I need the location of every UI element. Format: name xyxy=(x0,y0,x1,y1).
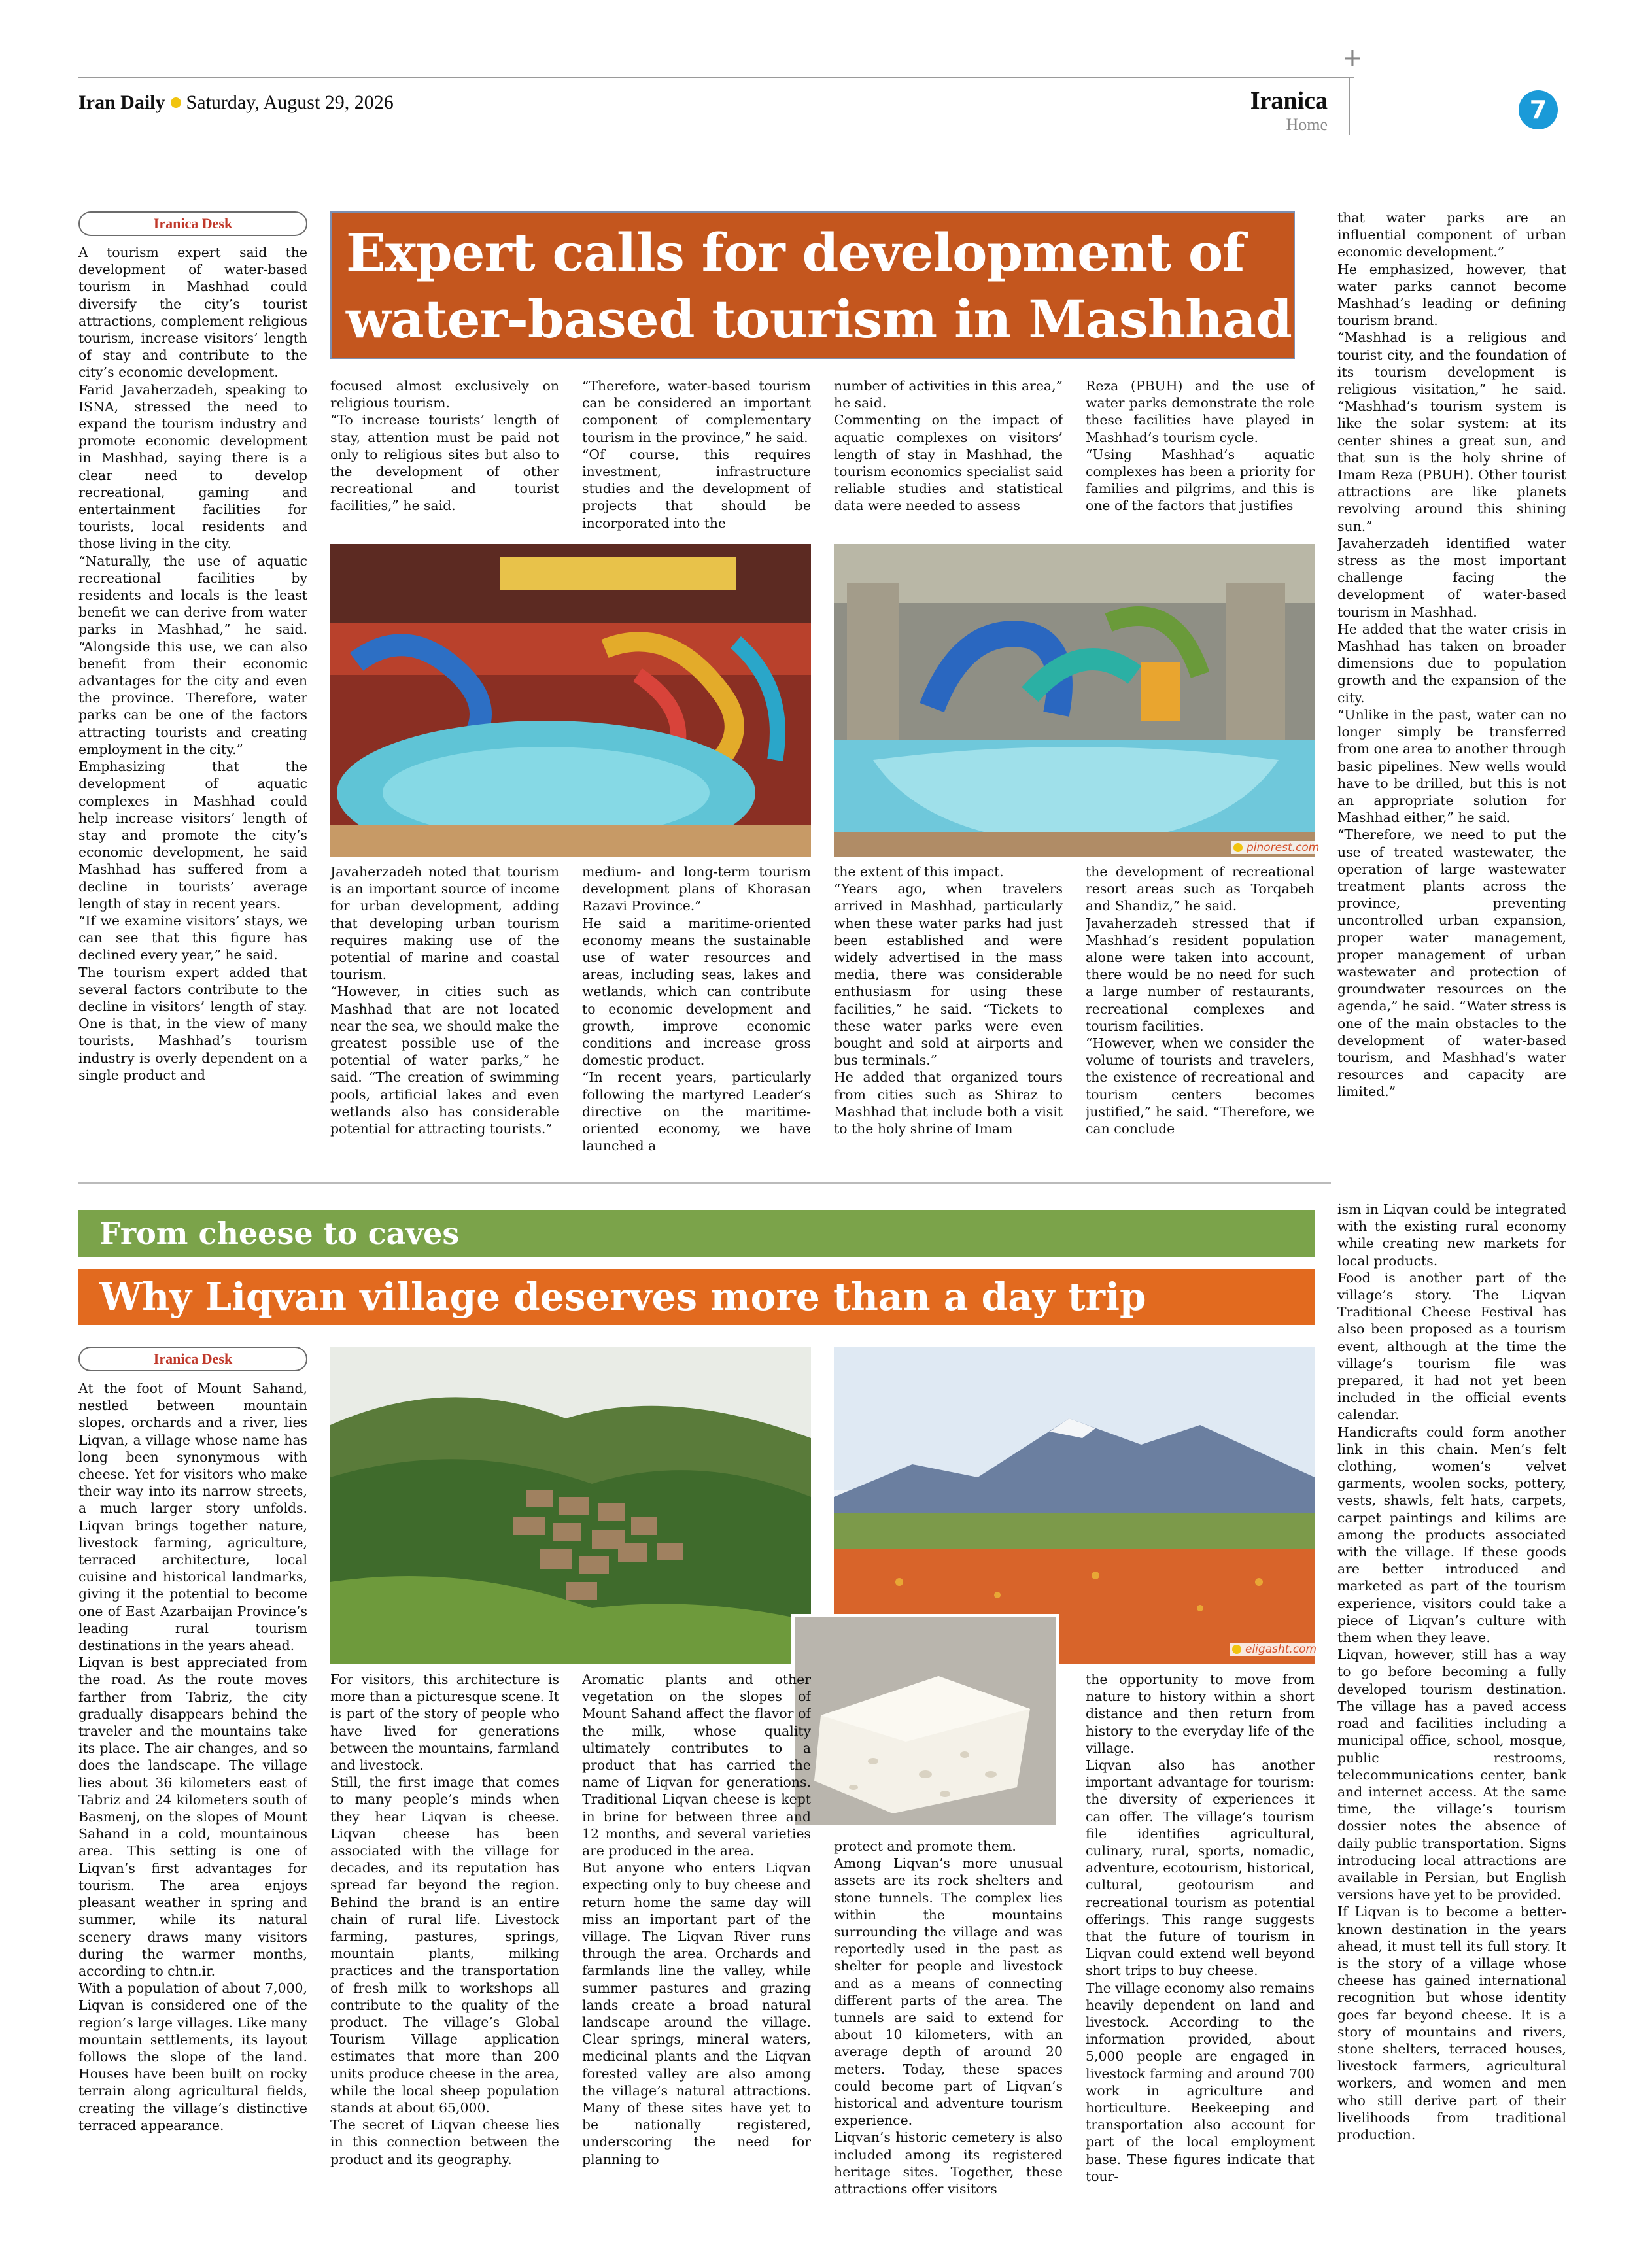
article1-col4-bottom xyxy=(834,863,1063,1167)
headline-line1: Expert calls for development of xyxy=(346,222,1245,283)
photo-credit-1: pinorest.com xyxy=(1231,841,1322,854)
kicker-banner xyxy=(78,1210,1315,1257)
paragraph: Emphasizing that the development of aquatic complexes in Mashhad could help increase visitors’ length of stay and promote the city’s economic development, he said Mashhad has suffered from a decline in tourists’ average length of stay in recent years. xyxy=(78,759,307,912)
paragraph: For visitors, this architecture is more than a picturesque scene. It is part of the story of people who have lived for generations between the mountains, farmland and livestock. xyxy=(330,1672,559,1774)
paragraph: Commenting on the impact of aquatic complexes on visitors’ length of stay in Mashhad, the tourism economics specialist said reliable studies and statistical data were needed to assess xyxy=(834,412,1063,514)
credit-dot-icon-2 xyxy=(1232,1645,1241,1654)
liqvan-cheese-photo xyxy=(791,1614,1059,1829)
water-park-photo-1 xyxy=(330,544,811,857)
paragraph: The tourism expert added that several factors contribute to the decline in visitors’ length of stay. One is that, in the view of many tourists, Mashhad’s tourism industry is overly dependent on a single product and xyxy=(78,964,307,1083)
paragraph: Handicrafts could form another link in this chain. Men’s felt clothing, women’s velvet garments, woolen socks, pottery, vests, shawls, felt hats, carpets, carpet paintings and kilims are among the products associated with the village. If these goods are better introduced and marketed as part of the tourism experience, visitors could take a piece of Liqvan’s culture with them when they leave. xyxy=(1337,1424,1566,1646)
desk-label-2: Iranica Desk xyxy=(78,1347,307,1371)
section-name: Iranica xyxy=(1250,87,1328,114)
separator-dot-icon xyxy=(171,97,181,108)
plus-mark: + xyxy=(1342,43,1363,72)
paragraph: that water parks are an influential component of urban economic development.” xyxy=(1337,210,1566,260)
article1-col1 xyxy=(78,244,307,1167)
paragraph: At the foot of Mount Sahand, nestled between mountain slopes, orchards and a river, lies Liqvan, a village whose name has long been synonymous with cheese. Yet for visitors who make their way into its narrow streets, a much larger story unfolds. Liqvan brings together nature, livestock farming, agriculture, terraced architecture, local cuisine and historical landmarks, giving it the potential to become one of East Azarbaijan Province’s leading rural tourism destinations in the years ahead. xyxy=(78,1381,307,1654)
header-top-rule xyxy=(78,77,1354,78)
article1-col3-bottom xyxy=(582,863,811,1167)
paragraph: the development of recreational resort areas such as Torqabeh and Shandiz,” he said. xyxy=(1086,864,1315,914)
paragraph: focused almost exclusively on religious tourism. xyxy=(330,378,559,411)
paragraph: number of activities in this area,” he said. xyxy=(834,378,1063,411)
paragraph: “Mashhad is a religious and tourist city, and the foundation of its tourism development is religious visitation,” he said. “Mashhad’s tourism system is like the solar system: at its center shines a great sun, and that sun is the holy shrine of Imam Reza (PBUH). Other tourist attractions are like planets revolving around this shining sun.” xyxy=(1337,330,1566,534)
article1-col5-bottom xyxy=(1086,863,1315,1167)
article-separator xyxy=(78,1182,1331,1184)
paragraph: A tourism expert said the development of water-based tourism in Mashhad could diversify the city’s tourist attractions, complement religious tourism, increase visitors’ length of stay and contribute to the city’s economic development. xyxy=(78,245,307,381)
article2-col3 xyxy=(582,1671,811,2205)
paragraph: “Using Mashhad’s aquatic complexes has been a priority for families and pilgrims, and this is one of the factors that justifies xyxy=(1086,446,1315,514)
paragraph: The village economy also remains heavily dependent on land and livestock. According to the information provided, about 5,000 people are engaged in livestock farming and around 700 work in agriculture and horticulture. Beekeeping and transportation also account for part of the local employment base. These figures indicate that tour- xyxy=(1086,1980,1315,2184)
paragraph: Still, the first image that comes to many people’s minds when they hear Liqvan is cheese. Liqvan cheese has been associated with the village for decades, and its reputation has spread far beyond the region. Behind the brand is an entire chain of rural life. Livestock farming, pastures, springs, mountain plants, milking practices and the transportation of fresh milk to workshops all contribute to the quality of the product. The village’s Global Tourism Village application estimates that more than 200 units produce cheese in the area, while the local sheep population stands at about 65,000. xyxy=(330,1774,559,2116)
credit-dot-icon xyxy=(1233,843,1243,852)
water-park-photo-2 xyxy=(834,544,1315,857)
paragraph: medium- and long-term tourism development plans of Khorasan Razavi Province.” xyxy=(582,864,811,914)
paragraph: Liqvan’s historic cemetery is also included among its registered heritage sites. Together, these attractions offer visitors xyxy=(834,2129,1063,2197)
paragraph: Javaherzadeh noted that tourism is an important source of income for urban development, adding that developing urban tourism requires making use of the potential of marine and coastal tourism. xyxy=(330,864,559,983)
paragraph: “If we examine visitors’ stays, we can see that this figure has declined every year,” he said. xyxy=(78,912,307,963)
kicker-text: From cheese to caves xyxy=(99,1216,460,1251)
paragraph: “Years ago, when travelers arrived in Mashhad, particularly when these water parks had just been established and were widely advertised in the mass media, there was considerable enthusiasm for using these facilities,” he said. “Tickets to these water parks were even bought and sold at airports and bus terminals.” xyxy=(834,881,1063,1069)
article2-headline: Why Liqvan village deserves more than a day trip xyxy=(99,1275,1146,1319)
desk-label: Iranica Desk xyxy=(78,211,307,236)
paragraph: Liqvan is best appreciated from the road. As the route moves farther from Tabriz, the city gradually disappears behind the traveler and the mountains take its place. The air changes, and so does the landscape. The village lies about 36 kilometers east of Tabriz and 24 kilometers south of Basmenj, on the slopes of Mount Sahand in a cold, mountainous area. This setting is one of Liqvan’s first advantages for tourism. The area enjoys pleasant weather in spring and summer, while its natural scenery draws many visitors during the warmer months, according to chtn.ir. xyxy=(78,1655,307,1979)
article1-col3-top xyxy=(582,377,811,534)
paragraph: Liqvan, however, still has a way to go before becoming a fully developed tourism destination. The village has a paved access road and facilities including a municipal office, school, mosque, public restrooms, telecommunications center, bank and internet access. At the same time, the village’s tourism dossier notes the absence of daily public transportation. Signs introducing local attractions are available in Persian, but English versions have yet to be provided. xyxy=(1337,1647,1566,1903)
paragraph: He emphasized, however, that water parks cannot become Mashhad’s leading or defining tourism brand. xyxy=(1337,261,1566,329)
subsection-name: Home xyxy=(1286,115,1328,134)
article2-col6 xyxy=(1337,1201,1566,2205)
article1-col6 xyxy=(1337,209,1566,1167)
paragraph: the opportunity to move from nature to history within a short distance and then return from history to the everyday life of the village. xyxy=(1086,1672,1315,1756)
paragraph: “Therefore, we need to put the use of treated wastewater, the operation of large wastewater treatment plants across the province, preventing uncontrolled urban expansion, proper water management, proper management of urban wastewater and protection of groundwater resources on the agenda,” he said. “Water stress is one of the main obstacles to the development of water-based tourism, and Mashhad’s water resources and capacity are limited.” xyxy=(1337,827,1566,1100)
paragraph: “Of course, this requires investment, infrastructure studies and the development of projects that should be incorporated into the xyxy=(582,446,811,531)
liqvan-village-photo xyxy=(330,1347,811,1664)
paragraph: “Therefore, water-based tourism can be considered an important component of complementary tourism in the province,” he said. xyxy=(582,378,811,445)
article1-col2-bottom xyxy=(330,863,559,1167)
article2-headline-banner xyxy=(78,1269,1315,1325)
paragraph: Food is another part of the village’s story. The Liqvan Traditional Cheese Festival has also been proposed as a tourism event, although at the time the village’s tourism file was prepared, it had not yet been included in the official events calendar. xyxy=(1337,1269,1566,1423)
paragraph: “However, in cities such as Mashhad that are not located near the sea, we should make the greatest possible use of the potential of water parks,” he said. “The creation of swimming pools, artificial lakes and even wetlands also has considerable potential for attracting tourists.” xyxy=(330,984,559,1137)
page-number: 7 xyxy=(1529,95,1547,124)
paragraph: “Unlike in the past, water can no longer simply be transferred from one area to another through basic pipelines. New wells would have to be drilled, but this is not an appropriate solution for Mashhad either,” he said. xyxy=(1337,706,1566,826)
paragraph: “Naturally, the use of aquatic recreational facilities by residents and locals is the least benefit we can derive from water parks in Mashhad,” he said. “Alongside this use, we can also benefit from their economic advantages for the city and even the province. Therefore, water parks can be one of the factors attracting tourists and creating employment in the city.” xyxy=(78,553,307,757)
paragraph: “In recent years, particularly following the martyred Leader’s directive on the maritime-oriented economy, we have launched a xyxy=(582,1069,811,1154)
paragraph: He added that organized tours from cities such as Shiraz to Mashhad that include both a visit to the holy shrine of Imam xyxy=(834,1069,1063,1137)
paragraph: Among Liqvan’s more unusual assets are its rock shelters and stone tunnels. The complex lies within the mountains surrounding the village and was reportedly used in the past as shelter for people and livestock and as a means of connecting different parts of the area. The tunnels are said to extend for about 10 kilometers, with an average depth of around 20 meters. Today, these spaces could become part of Liqvan’s historical and adventure tourism experience. xyxy=(834,1855,1063,2129)
page-number-badge xyxy=(1519,90,1558,129)
header-divider xyxy=(1349,77,1350,135)
article1-col2-top xyxy=(330,377,559,534)
paragraph: If Liqvan is to become a better-known destination in the years ahead, it must tell its full story. It is the story of a village whose cheese has gained international recognition but whose identity goes far beyond cheese. It is a story of mountains and rivers, stone shelters, terraced houses, livestock farmers, agricultural workers, and women and men who still derive part of their livelihoods from traditional production. xyxy=(1337,1904,1566,2142)
paragraph: Javaherzadeh identified water stress as the most important challenge facing the development of water-based tourism in Mashhad. xyxy=(1337,535,1566,620)
paragraph: protect and promote them. xyxy=(834,1838,1016,1854)
paragraph: the extent of this impact. xyxy=(834,864,1004,880)
paragraph: He said a maritime-oriented economy means the sustainable use of water resources and areas, including seas, lakes and wetlands, which can contribute to economic development and growth, improve economic conditions and increase gross domestic product. xyxy=(582,915,811,1069)
paragraph: He added that the water crisis in Mashhad has taken on broader dimensions due to population growth and the expansion of the city. xyxy=(1337,621,1566,706)
article2-col4 xyxy=(834,1838,1063,2205)
paragraph: The secret of Liqvan cheese lies in this connection between the product and its geography. xyxy=(330,2117,559,2167)
paragraph: Aromatic plants and other vegetation on the slopes of Mount Sahand affect the flavor of the milk, whose quality ultimately contributes to a product that has carried the name of Liqvan for generations. Traditional Liqvan cheese is kept in brine for between three and 12 months, and several varieties are produced in the area. xyxy=(582,1672,811,1859)
headline-line2: water-based tourism in Mashhad xyxy=(346,288,1292,350)
article1-col5-top xyxy=(1086,377,1315,534)
paragraph: With a population of about 7,000, Liqvan is considered one of the region’s large villages. Like many mountain settlements, its layout follows the slope of the land. Houses have been built on rocky terrain along agricultural fields, creating the village’s distinctive terraced appearance. xyxy=(78,1980,307,2133)
issue-date: Saturday, August 29, 2026 xyxy=(186,92,394,113)
paragraph: Farid Javaherzadeh, speaking to ISNA, stressed the need to expand the tourism industry and promote economic development in Mashhad, saying there is a clear need to develop recreational, gaming and entertainment facilities for tourists, local residents and those living in the city. xyxy=(78,381,307,552)
photo-credit-2: eligasht.com xyxy=(1230,1643,1319,1656)
paragraph: Javaherzadeh stressed that if Mashhad’s resident population alone were taken into account, there would be no need for such a large number of restaurants, recreational complexes and tourism facilities. xyxy=(1086,915,1315,1034)
article2-col5 xyxy=(1086,1671,1315,2205)
masthead xyxy=(78,92,394,114)
paper-name: Iran Daily xyxy=(78,92,165,113)
paragraph: But anyone who enters Liqvan expecting only to buy cheese and return home the same day will miss an important part of the village. The Liqvan River runs through the area. Orchards and farmlands line the valley, while summer pastures and grazing lands create a broad natural landscape around the village. Clear springs, mineral waters, medicinal plants and the Liqvan forested valley are also among the village’s natural attractions. Many of these sites have yet to be nationally registered, underscoring the need for planning to xyxy=(582,1860,811,2167)
paragraph: Reza (PBUH) and the use of water parks demonstrate the role these facilities have played in Mashhad’s tourism cycle. xyxy=(1086,378,1315,445)
article2-col2 xyxy=(330,1671,559,2205)
article1-headline-banner xyxy=(330,211,1295,359)
paragraph: “However, when we consider the volume of tourists and travelers, the existence of recreational and tourism centers becomes justified,” he said. “Therefore, we can conclude xyxy=(1086,1035,1315,1137)
paragraph: “To increase tourists’ length of stay, attention must be paid not only to religious sites but also to the development of other recreational and tourist facilities,” he said. xyxy=(330,412,559,514)
paragraph: Liqvan also has another important advantage for tourism: the diversity of experiences it can offer. The village’s tourism file identifies agricultural, culinary, rural, sports, nomadic, adventure, ecotourism, historical, cultural, geotourism and recreational tourism as potential offerings. This range suggests that the future of tourism in Liqvan could extend well beyond short trips to buy cheese. xyxy=(1086,1757,1315,1979)
article1-col4-top xyxy=(834,377,1063,534)
paragraph: ism in Liqvan could be integrated with the existing rural economy while creating new markets for local products. xyxy=(1337,1201,1566,1269)
article2-col1 xyxy=(78,1380,307,2205)
